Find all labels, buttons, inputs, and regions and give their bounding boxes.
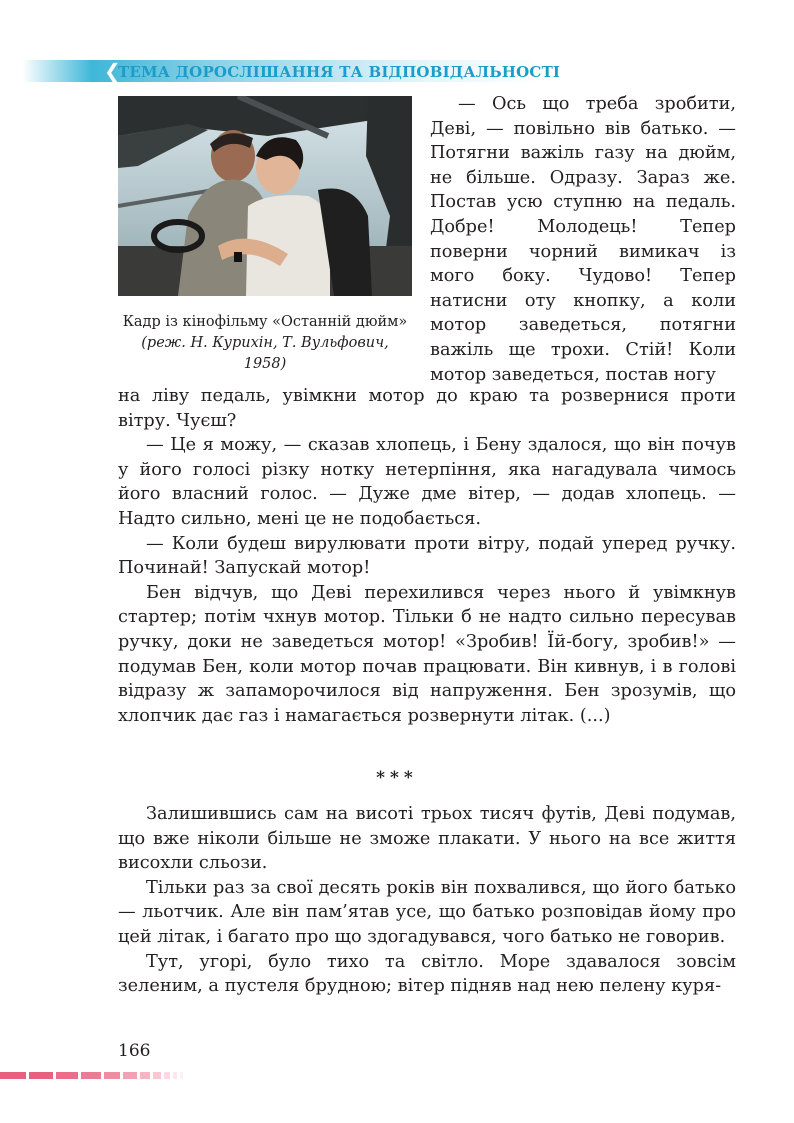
caption-text: Кадр із кінофільму «Останній дюйм» xyxy=(122,314,408,330)
paragraph: — Коли будеш вирулювати проти вітру, подай уперед ручку. Починай! Запускай мотор! xyxy=(118,533,736,579)
text-block-lower xyxy=(118,802,736,999)
figure-caption xyxy=(118,312,412,375)
paragraph: Залишившись сам на висоті трьох тисяч футів, Деві подумав, що вже ніколи більше не зможе плакати. У нього на все життя висохли сльози. xyxy=(118,804,736,874)
footer-decoration xyxy=(0,1064,210,1071)
text-block-main xyxy=(118,384,736,728)
page-number: 166 xyxy=(118,1041,151,1061)
chevron-left-icon: ❮ xyxy=(104,59,121,83)
paragraph: Бен відчув, що Деві перехилився через нього й увімкнув стартер; потім чхнув мотор. Тільки б не надто сильно пересував ручку, доки не заведеться мотор! «Зробив! Їй-богу, зробив!» — подумав Бен, коли мотор почав працювати. Він кивнув, і в голові відразу ж запаморочилося від напруження. Бен зрозумів, що хлопчик дає газ і намагається розвернути літак. (...) xyxy=(118,582,736,726)
paragraph-continuation: на ліву педаль, увімкни мотор до краю та розвернися проти вітру. Чуєш? xyxy=(118,386,736,431)
film-still-image xyxy=(118,96,412,296)
caption-credit: (реж. Н. Курихін, Т. Вульфович, 1958) xyxy=(141,335,389,372)
text-column-right xyxy=(430,92,736,387)
section-separator: *** xyxy=(376,768,418,788)
paragraph: Тут, угорі, було тихо та світло. Море здавалося зовсім зеленим, а пустеля брудною; вітер підняв над нею пелену куря- xyxy=(118,951,736,997)
paragraph: — Це я можу, — сказав хлопець, і Бену здалося, що він почув у його голосі різку нотку нетерпіння, яка нагадувала чимось його власний голос. — Дуже дме вітер, — додав хлопець. — Надто сильно, мені це не подобається. xyxy=(118,435,736,529)
section-title: ТЕМА ДОРОСЛІШАННЯ ТА ВІДПОВІДАЛЬНОСТІ xyxy=(118,63,561,81)
paragraph: — Ось що треба зробити, Деві, — повільно вів батько. — Потягни важіль газу на дюйм, не більше. Одразу. Зараз же. Постав усю ступню на педаль. Добре! Молодець! Тепер поверни чорний вимикач із мого боку. Чудово! Тепер натисни оту кнопку, а коли мотор заведеться, потягни важіль ще трохи. Стій! Коли мотор заведеться, постав ногу xyxy=(430,94,736,385)
paragraph: Тільки раз за свої десять років він похвалився, що його батько — льотчик. Але він пам’ятав усе, що батько розповідав йому про цей літак, і багато про що здогадувався, чого батько не говорив. xyxy=(118,877,736,947)
